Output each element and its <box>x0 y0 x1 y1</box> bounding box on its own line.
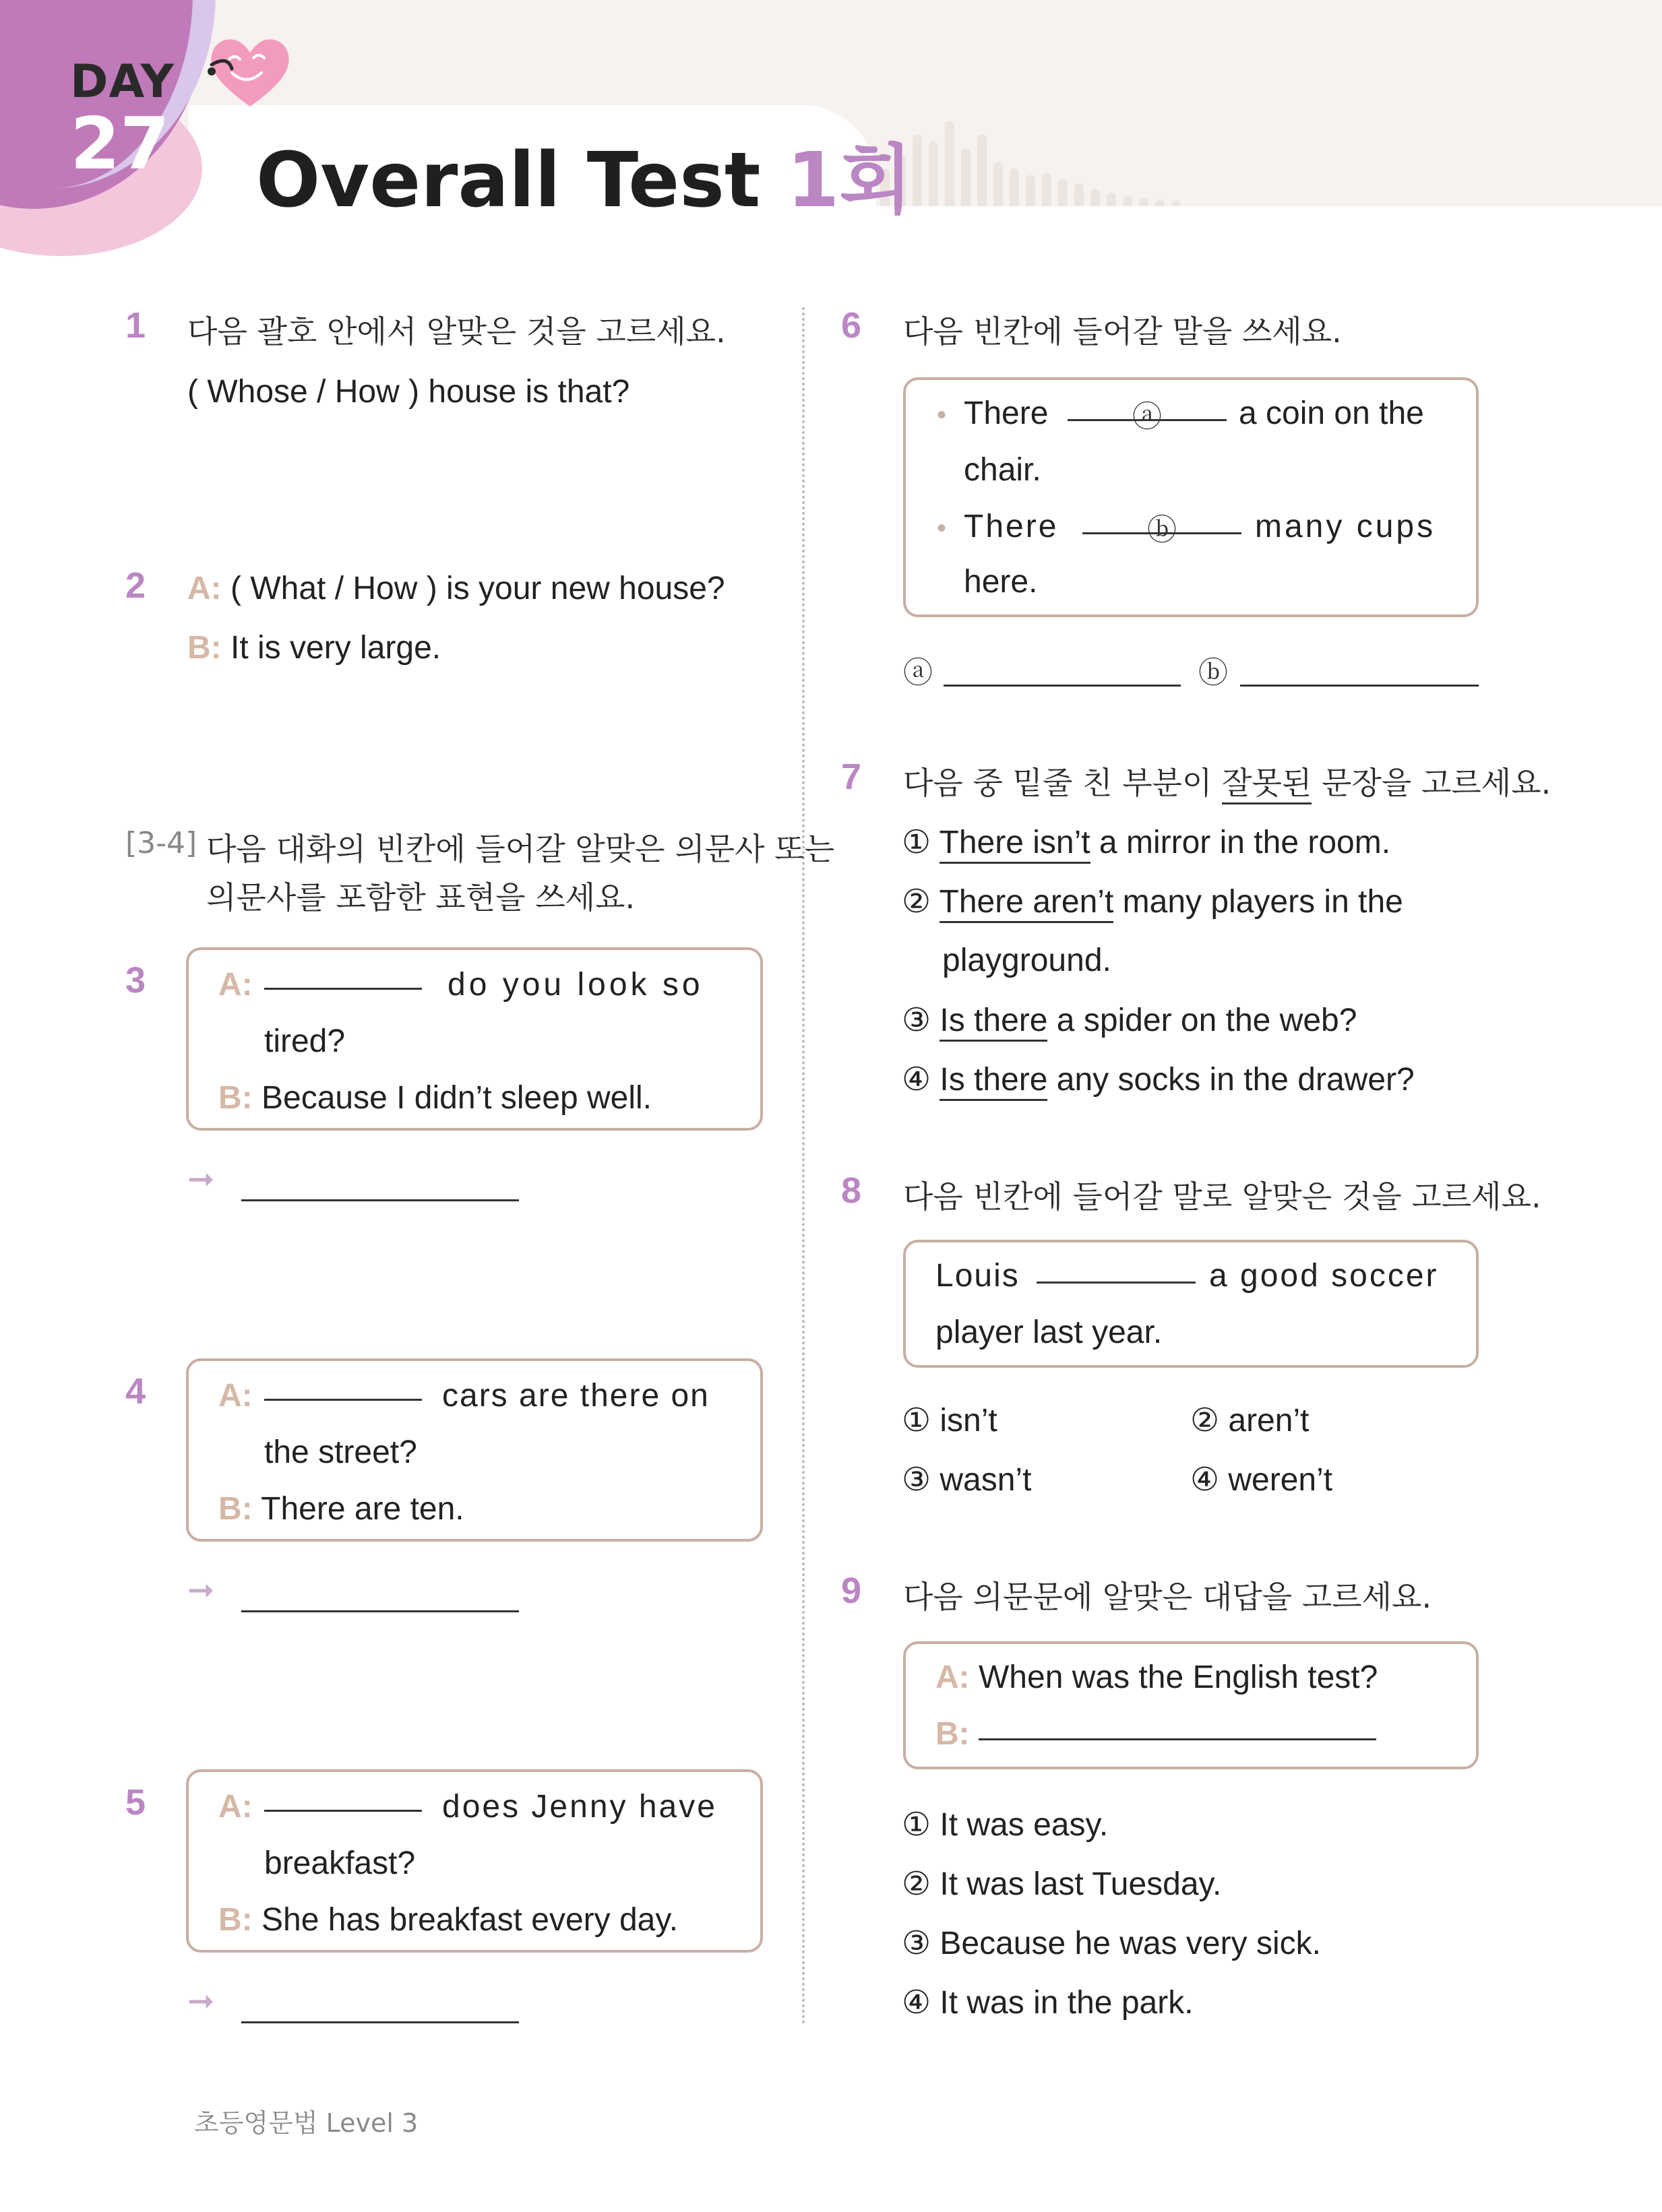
q4-a-text2: the street? <box>264 1434 417 1470</box>
q3-a-text1: do you look so <box>448 967 704 1003</box>
q3-a-text2: tired? <box>264 1023 346 1059</box>
q4-arrow-icon: ➞ <box>187 1571 215 1609</box>
q5-answer-line[interactable] <box>241 2021 519 2023</box>
q9-answer-line[interactable] <box>979 1738 1376 1740</box>
q9-instruction: 다음 의문문에 알맞은 대답을 고르세요. <box>903 1579 1432 1615</box>
q34-instruction-line2: 의문사를 포함한 표현을 쓰세요. <box>206 879 636 916</box>
q5-arrow-icon: ➞ <box>187 1982 215 2020</box>
q1-number: 1 <box>125 305 146 346</box>
q7-number: 7 <box>841 757 862 797</box>
q3-blank[interactable] <box>264 988 422 990</box>
q6-answer-line-a[interactable] <box>944 685 1181 687</box>
q6-line1-start: There <box>964 396 1049 431</box>
q5-line-b: B: She has breakfast every day. <box>218 1902 679 1938</box>
q2-number: 2 <box>125 565 146 606</box>
q6-line1-end: a coin on the <box>1239 396 1424 431</box>
q4-a-text1: cars are there on <box>442 1378 710 1414</box>
q8-blank[interactable] <box>1037 1282 1196 1284</box>
q6-line2-end: many cups <box>1255 509 1436 544</box>
q2-line-b: B: It is very large. <box>187 630 441 666</box>
q5-a-text2: breakfast? <box>264 1845 416 1881</box>
day-label: DAY <box>70 55 175 108</box>
q8-option-1[interactable]: ① isn’t <box>902 1403 997 1439</box>
q8-instruction: 다음 빈칸에 들어갈 말로 알맞은 것을 고르세요. <box>903 1178 1541 1215</box>
q8-number: 8 <box>841 1170 862 1211</box>
q5-a-label: A: <box>218 1789 253 1825</box>
q7-instruction: 다음 중 밑줄 친 부분이 잘못된 문장을 고르세요. <box>903 759 1551 803</box>
q6-line2-wrap: here. <box>964 564 1038 600</box>
q7-option-3[interactable]: ③ Is there a spider on the web? <box>902 1001 1357 1039</box>
page-footer: 초등영문법 Level 3 <box>194 2108 419 2138</box>
q5-dialogue-box <box>186 1769 763 1953</box>
q5-number: 5 <box>125 1782 146 1823</box>
q8-box-start: Louis <box>935 1258 1020 1294</box>
q7-option-4[interactable]: ④ Is there any socks in the drawer? <box>902 1061 1415 1098</box>
q9-option-1[interactable]: ① It was easy. <box>902 1807 1109 1843</box>
q3-arrow-icon: ➞ <box>187 1160 215 1198</box>
day-number: 27 <box>70 102 170 185</box>
q6-sentence-box <box>903 377 1479 617</box>
q8-option-3[interactable]: ③ wasn’t <box>902 1462 1032 1498</box>
q3-answer-line[interactable] <box>241 1199 519 1201</box>
q9-line-a: A: When was the English test? <box>935 1660 1378 1695</box>
q4-a-label: A: <box>218 1378 253 1414</box>
q6-mark-b: ⓑ <box>1147 513 1177 547</box>
q6-line2-start: There <box>964 509 1059 544</box>
q4-answer-line[interactable] <box>241 1610 519 1612</box>
q6-answer-label-a: ⓐ <box>903 656 933 690</box>
q9-number: 9 <box>841 1571 862 1611</box>
q9-b-label: B: <box>935 1716 970 1752</box>
q9-dialogue-box <box>903 1641 1479 1769</box>
q6-answer-label-b: ⓑ <box>1198 656 1228 690</box>
q6-mark-a: ⓐ <box>1132 400 1162 434</box>
q4-line-b: B: There are ten. <box>218 1491 464 1527</box>
q9-option-4[interactable]: ④ It was in the park. <box>902 1985 1194 2021</box>
q6-bullet1: • <box>937 400 947 430</box>
q8-option-4[interactable]: ④ weren’t <box>1190 1462 1333 1498</box>
q9-option-3[interactable]: ③ Because he was very sick. <box>902 1926 1321 1961</box>
q7-option-2-wrap: playground. <box>942 943 1111 978</box>
q2-line-a: A: ( What / How ) is your new house? <box>187 571 725 606</box>
q8-option-2[interactable]: ② aren’t <box>1190 1403 1310 1439</box>
q7-option-2[interactable]: ② There aren’t many players in the <box>902 883 1403 920</box>
q5-blank[interactable] <box>264 1810 422 1812</box>
q8-box-wrap: player last year. <box>935 1315 1163 1350</box>
q3-dialogue-box <box>186 947 763 1131</box>
q1-sentence: ( Whose / How ) house is that? <box>187 374 630 410</box>
q6-answer-line-b[interactable] <box>1240 685 1479 687</box>
smiley-heart-icon <box>206 31 294 112</box>
q7-option-1[interactable]: ① There isn’t a mirror in the room. <box>902 823 1390 861</box>
q6-bullet2: • <box>937 513 947 543</box>
q6-number: 6 <box>841 305 862 346</box>
q6-instruction: 다음 빈칸에 들어갈 말을 쓰세요. <box>903 313 1342 350</box>
q6-line1-wrap: chair. <box>964 452 1041 488</box>
q1-instruction: 다음 괄호 안에서 알맞은 것을 고르세요. <box>187 313 726 350</box>
q8-sentence-box <box>903 1240 1479 1368</box>
q3-a-label: A: <box>218 967 253 1003</box>
q8-box-end: a good soccer <box>1209 1258 1439 1294</box>
page-title: Overall Test 1회 <box>256 137 913 224</box>
q4-dialogue-box <box>186 1358 763 1542</box>
q5-a-text1: does Jenny have <box>442 1789 717 1825</box>
q3-line-b: B: Because I didn’t sleep well. <box>218 1080 652 1116</box>
column-divider <box>802 307 805 2025</box>
q34-instruction-line1: 다음 대화의 빈칸에 들어갈 알맞은 의문사 또는 <box>206 831 835 867</box>
q4-number: 4 <box>125 1371 146 1412</box>
q4-blank[interactable] <box>264 1399 422 1401</box>
q9-option-2[interactable]: ② It was last Tuesday. <box>902 1866 1222 1902</box>
q34-range: [3-4] <box>125 826 197 860</box>
q3-number: 3 <box>125 960 146 1001</box>
